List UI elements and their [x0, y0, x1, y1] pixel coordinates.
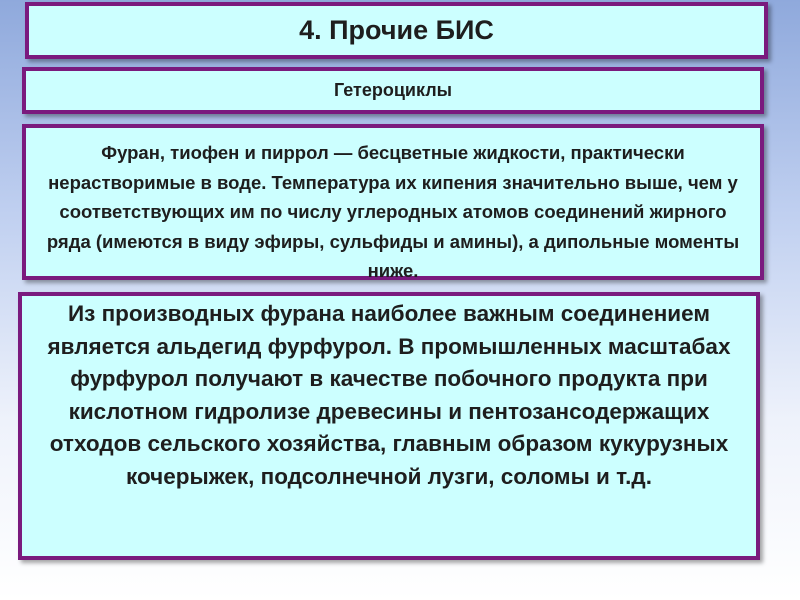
paragraph2-box [18, 292, 760, 560]
paragraph1-text: Фуран, тиофен и пиррол — бесцветные жидкости, практически нерастворимые в воде. Температура их кипения значительно выше, чем у соответствующих им по числу углеродных атомов соединений жирного ряда (имеются в виду эфиры, сульфиды и амины), а дипольные моменты ниже. [46, 142, 740, 281]
title-box [25, 2, 768, 59]
slide-title: 4. Прочие БИС [299, 15, 494, 45]
subtitle-box [22, 67, 764, 114]
paragraph1-box [22, 124, 764, 280]
slide-subtitle: Гетероциклы [333, 80, 453, 100]
paragraph2-text: Из производных фурана наиболее важным соединением является альдегид фурфурол. В промышленных масштабах фурфурол получают в качестве побочного продукта при кислотном гидролизе древесины и пентозансодержащих отходов сельского хозяйства, главным образом кукурузных кочерыжек, подсолнечной лузги, соломы и т.д. [47, 301, 731, 489]
